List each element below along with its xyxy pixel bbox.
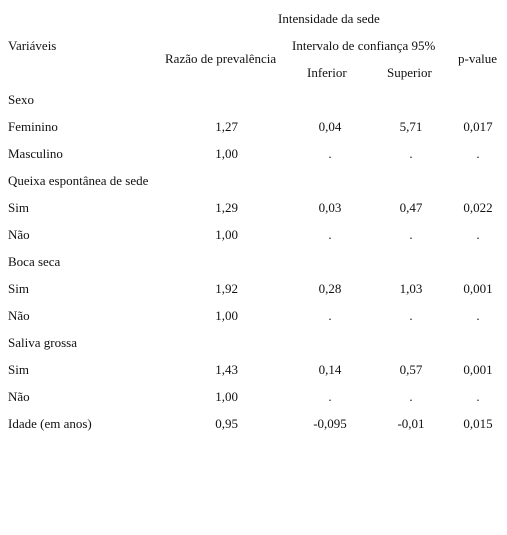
upper-bound-header: Superior [387,65,432,80]
confidence-interval-header: Intervalo de confiança 95% [292,38,436,53]
row-label: Não [8,227,30,242]
group-header: Intensidade da sede [278,11,380,26]
lower-bound-cell: 0,03 [318,200,342,215]
table-row [0,308,507,328]
upper-bound-cell: . [409,227,413,242]
upper-bound-cell: 1,03 [399,281,423,296]
lower-bound-cell: . [328,308,332,323]
lower-bound-cell: 0,28 [318,281,342,296]
p-value-cell: . [476,389,480,404]
table-row [0,173,507,193]
table-row [0,227,507,247]
row-label: Não [8,308,30,323]
variables-header: Variáveis [8,38,57,53]
upper-bound-cell: -0,01 [397,416,425,431]
row-label: Queixa espontânea de sede [8,173,149,188]
row-label: Feminino [8,119,58,134]
table-row [0,92,507,112]
row-label: Saliva grossa [8,335,77,350]
lower-bound-cell: . [328,146,332,161]
upper-bound-cell: . [409,308,413,323]
row-label: Sim [8,200,29,215]
table-row [0,200,507,220]
p-value-header: p-value [458,51,497,66]
prevalence-ratio-cell: 1,00 [215,227,238,242]
row-label: Idade (em anos) [8,416,92,431]
prevalence-ratio-cell: 1,00 [215,146,238,161]
row-label: Boca seca [8,254,61,269]
table-row [0,335,507,355]
row-label: Masculino [8,146,63,161]
upper-bound-cell: 0,47 [399,200,423,215]
upper-bound-cell: . [409,389,413,404]
row-label: Sim [8,281,29,296]
p-value-cell: 0,001 [463,362,493,377]
upper-bound-cell: 5,71 [399,119,423,134]
prevalence-ratio-cell: 1,00 [215,308,238,323]
table-row [0,281,507,301]
lower-bound-cell: 0,14 [318,362,342,377]
table-row [0,416,507,436]
lower-bound-cell: 0,04 [318,119,342,134]
row-label: Sim [8,362,29,377]
row-label: Sexo [8,92,34,107]
p-value-cell: 0,015 [463,416,493,431]
p-value-cell: . [476,308,480,323]
prevalence-ratio-cell: 1,00 [215,389,238,404]
p-value-cell: 0,001 [463,281,493,296]
table-row [0,389,507,409]
prevalence-ratio-cell: 1,27 [215,119,238,134]
prevalence-ratio-header: Razão de prevalência [165,51,277,66]
p-value-cell: . [476,227,480,242]
p-value-cell: . [476,146,480,161]
prevalence-ratio-cell: 0,95 [215,416,238,431]
p-value-cell: 0,022 [463,200,493,215]
p-value-cell: 0,017 [463,119,493,134]
table-row [0,119,507,139]
table-row [0,362,507,382]
prevalence-ratio-cell: 1,29 [215,200,238,215]
prevalence-ratio-cell: 1,43 [215,362,238,377]
lower-bound-cell: -0,095 [313,416,347,431]
lower-bound-cell: . [328,227,332,242]
upper-bound-cell: . [409,146,413,161]
table-row [0,146,507,166]
row-label: Não [8,389,30,404]
table-row [0,254,507,274]
lower-bound-header: Inferior [307,65,347,80]
prevalence-ratio-cell: 1,92 [215,281,238,296]
upper-bound-cell: 0,57 [399,362,423,377]
lower-bound-cell: . [328,389,332,404]
